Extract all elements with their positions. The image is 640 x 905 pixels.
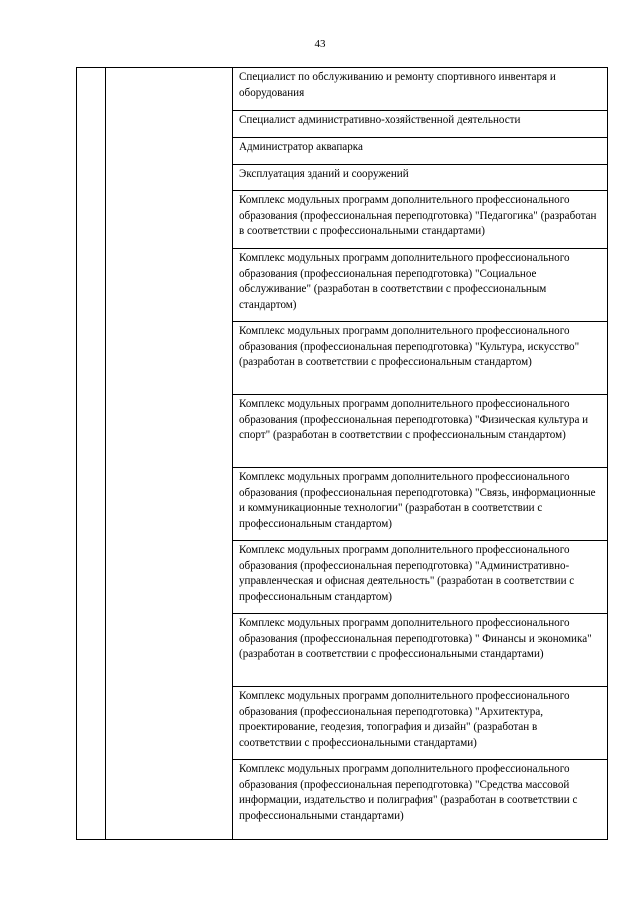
table-row: Комплекс модульных программ дополнительного профессионального образования (профессиональная переподготовка) "Физическая культура и спорт" (разработан в соответствии с профессиональным стандартом) bbox=[233, 395, 607, 468]
column-divider-1 bbox=[105, 68, 106, 839]
table-row: Комплекс модульных программ дополнительного профессионального образования (профессиональная переподготовка) " Финансы и экономика" (разработан в соответствии с профессиональными стандартами) bbox=[233, 614, 607, 687]
table-row: Комплекс модульных программ дополнительного профессионального образования (профессиональная переподготовка) "Социальное обслуживание" (разработан в соответствии с профессиональным стандартом) bbox=[233, 249, 607, 322]
program-table bbox=[76, 67, 608, 840]
table-row: Комплекс модульных программ дополнительного профессионального образования (профессиональная переподготовка) "Педагогика" (разработан в соответствии с профессиональными стандартами) bbox=[233, 191, 607, 249]
table-row: Комплекс модульных программ дополнительного профессионального образования (профессиональная переподготовка) "Связь, информационные и коммуникационные технологии" (разработан в соответствии с профессиональным стандартом) bbox=[233, 468, 607, 541]
table-row: Комплекс модульных программ дополнительного профессионального образования (профессиональная переподготовка) "Культура, искусство" (разработан в соответствии с профессиональным стандартом) bbox=[233, 322, 607, 395]
table-row: Комплекс модульных программ дополнительного профессионального образования (профессиональная переподготовка) "Административно-управленческая и офисная деятельность" (разработан в соответствии с профессиональным стандартом) bbox=[233, 541, 607, 614]
table-row: Специалист административно-хозяйственной деятельности bbox=[233, 111, 607, 138]
table-row: Администратор аквапарка bbox=[233, 138, 607, 165]
table-row: Комплекс модульных программ дополнительного профессионального образования (профессиональная переподготовка) "Архитектура, проектирование, геодезия, топография и дизайн" (разработан в соответствии с профессиональными стандартами) bbox=[233, 687, 607, 760]
table-row: Специалист по обслуживанию и ремонту спортивного инвентаря и оборудования bbox=[233, 68, 607, 111]
table-row: Комплекс модульных программ дополнительного профессионального образования (профессиональная переподготовка) "Средства массовой информации, издательство и полиграфия" (разработан в соответствии с профессиональными стандартами) bbox=[239, 763, 578, 822]
page-number: 43 bbox=[314, 38, 326, 50]
table-row: Эксплуатация зданий и сооружений bbox=[233, 165, 607, 191]
table-rows bbox=[233, 68, 607, 835]
